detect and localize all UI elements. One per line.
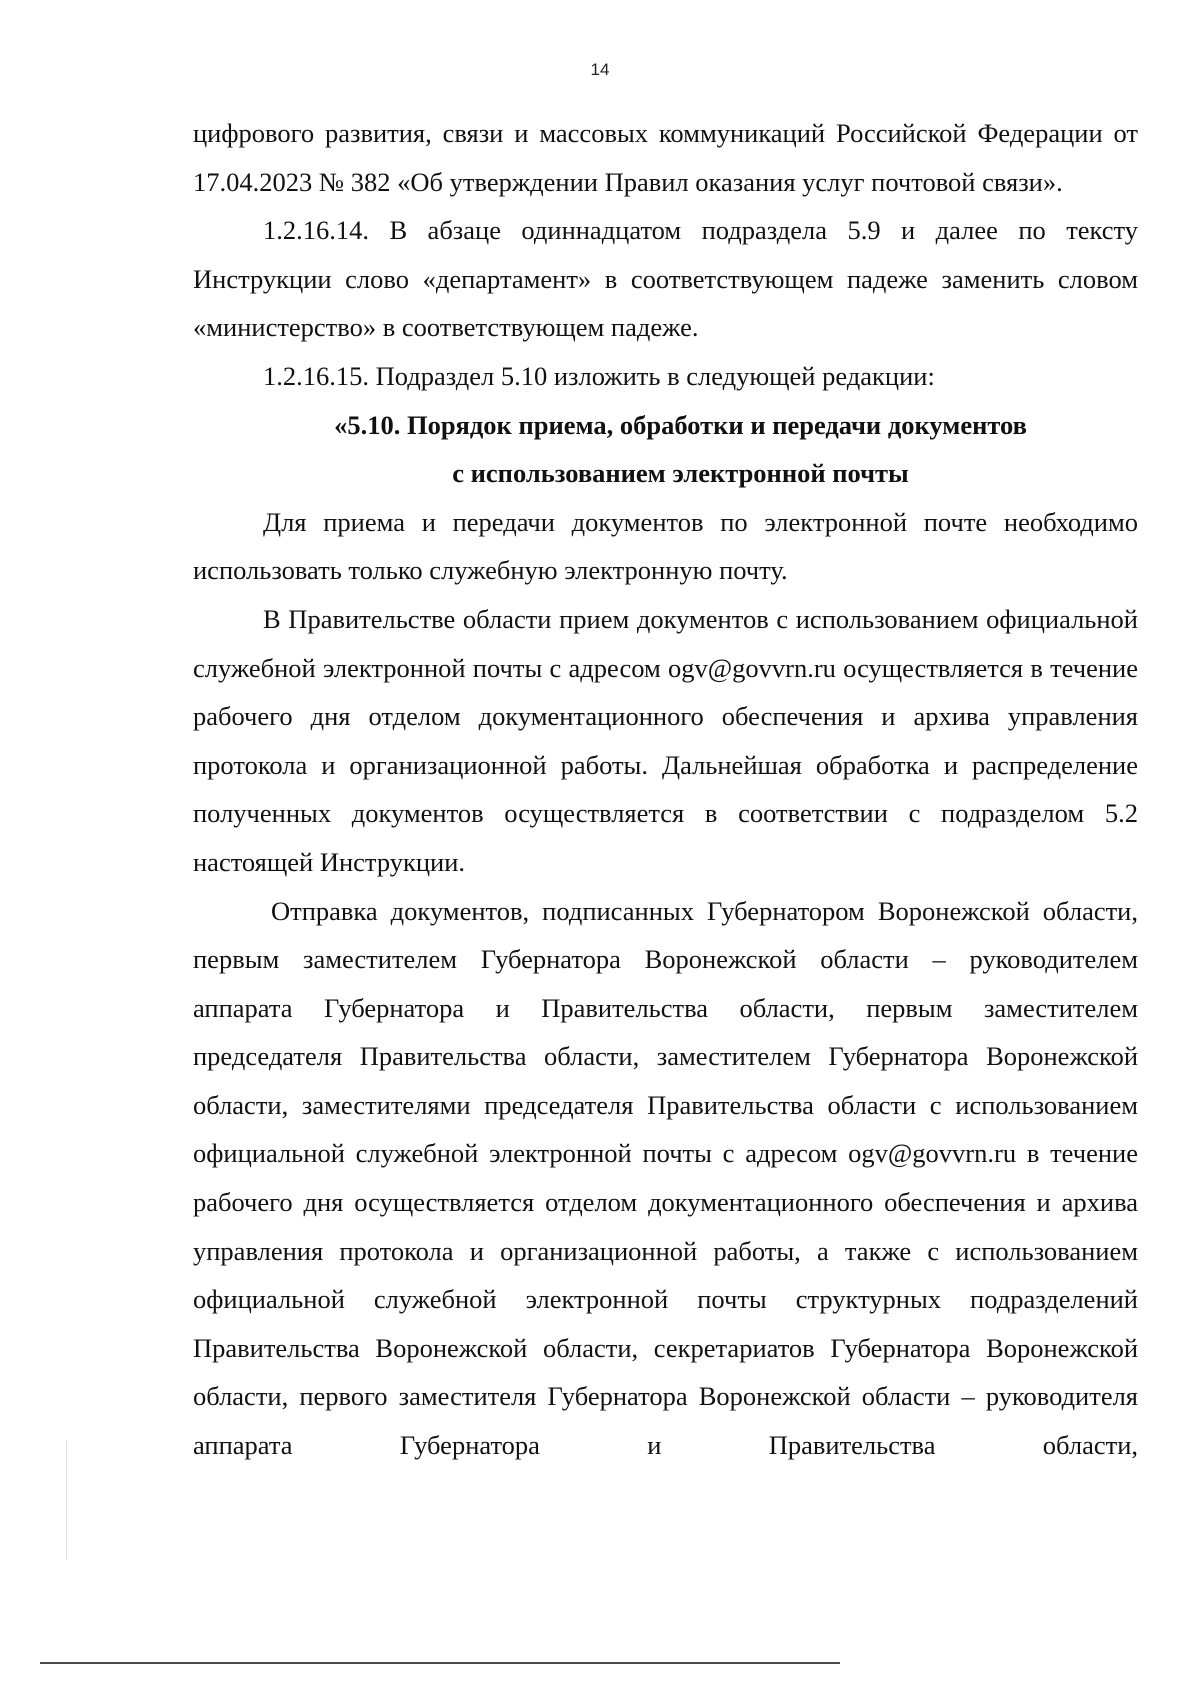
page-number: 14 xyxy=(590,60,610,79)
bottom-scan-line xyxy=(40,1662,840,1664)
paragraph-1-2-16-14: 1.2.16.14. В абзаце одиннадцатом подраздела 5.9 и далее по тексту Инструкции слово «департамент» в соответствующем падеже заменить словом «министерство» в соответствующем падеже. xyxy=(193,215,1138,343)
document-body xyxy=(193,109,1138,1470)
scan-margin-mark xyxy=(66,1440,67,1560)
paragraph-document-sending: Отправка документов, подписанных Губернатором Воронежской области, первым заместителем Губернатора Воронежской области – руководителем аппарата Губернатора и Правительства области, первым заместителем председателя Правительства области, заместителем Губернатора Воронежской области, заместителями председателя Правительства области с использованием официальной служебной электронной почты с адресом ogv@govvrn.ru в течение рабочего дня осуществляется отделом документационного обеспечения и архива управления протокола и организационной работы, а также с использованием официальной служебной электронной почты структурных подразделений Правительства Воронежской области, секретариатов Губернатора Воронежской области, первого заместителя Губернатора Воронежской области – руководителя аппарата Губернатора и Правительства области, xyxy=(193,895,1138,1461)
paragraph-email-usage: Для приема и передачи документов по электронной почте необходимо использовать только служебную электронную почту. xyxy=(193,506,1138,586)
paragraph-continuation: цифрового развития, связи и массовых коммуникаций Российской Федерации от 17.04.2023 № 382 «Об утверждении Правил оказания услуг почтовой связи». xyxy=(193,118,1138,197)
section-heading-line-1: «5.10. Порядок приема, обработки и передачи документов xyxy=(334,409,1027,440)
paragraph-document-reception: В Правительстве области прием документов с использованием официальной служебной электронной почты с адресом ogv@govvrn.ru осуществляется в течение рабочего дня отделом документационного обеспечения и архива управления протокола и организационной работы. Дальнейшая обработка и распределение полученных документов осуществляется в соответствии с подразделом 5.2 настоящей Инструкции. xyxy=(193,603,1138,877)
paragraph-1-2-16-15: 1.2.16.15. Подраздел 5.10 изложить в следующей редакции: xyxy=(263,360,935,391)
section-heading-line-2: с использованием электронной почты xyxy=(452,458,909,489)
